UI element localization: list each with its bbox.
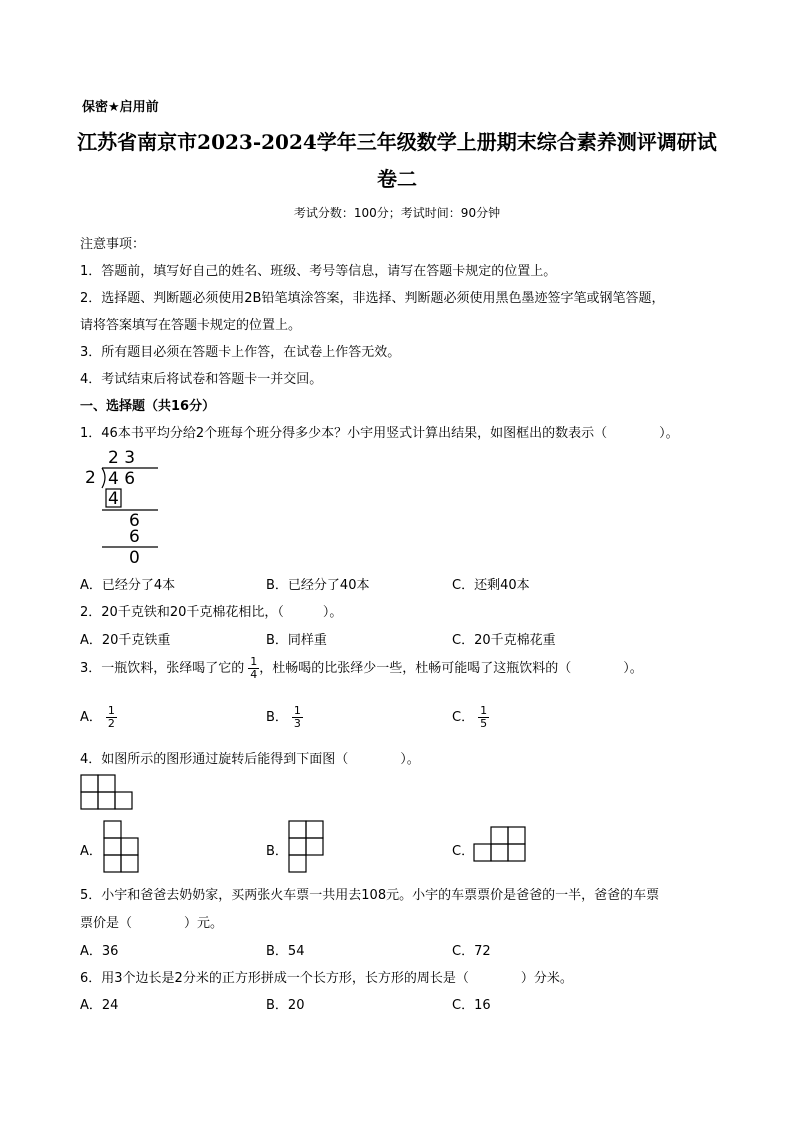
q4-option-c-shape <box>473 826 531 864</box>
notes-heading: 注意事项： <box>80 237 146 252</box>
question-6-stem: 6．用3个边长是2分米的正方形拼成一个长方形，长方形的周长是（ ）分米。 <box>80 971 573 986</box>
question-4-stem: 4．如图所示的图形通过旋转后能得到下面图（ ）。 <box>80 752 420 767</box>
q4-option-a[interactable]: A． <box>80 844 102 859</box>
page-title-continued: 卷二 <box>377 167 417 191</box>
section-title: 一、选择题（共16分） <box>80 399 216 414</box>
q2-option-a[interactable]: A．20千克铁重 <box>80 633 171 648</box>
exam-info: 考试分数：100分；考试时间：90分钟 <box>293 206 501 220</box>
q4-option-b[interactable]: B． <box>266 844 288 859</box>
q5-option-a[interactable]: A．36 <box>80 944 119 959</box>
q1-option-b[interactable]: B．已经分了40本 <box>266 578 370 593</box>
q3-option-c[interactable]: C． $\frac{1}{5}$ <box>452 704 488 730</box>
long-division-figure <box>80 444 160 566</box>
q2-option-c[interactable]: C．20千克棉花重 <box>452 633 556 648</box>
note-item: 4．考试结束后将试卷和答题卡一并交回。 <box>80 372 323 387</box>
note-item: 请将答案填写在答题卡规定的位置上。 <box>80 318 302 333</box>
q4-option-c[interactable]: C． <box>452 844 475 859</box>
q6-option-b[interactable]: B．20 <box>266 998 305 1013</box>
division-step: 6 <box>129 527 140 547</box>
division-step: 4 <box>108 489 119 509</box>
q4-option-a-shape <box>103 820 141 875</box>
division-step: 6 <box>129 511 140 531</box>
page-title: 江苏省南京市2023-2024学年三年级数学上册期末综合素养测评调研试 <box>77 130 717 154</box>
q3-stem-after: ，杜畅喝的比张绎少一些，杜畅可能喝了这瓶饮料的（ ）。 <box>259 661 643 676</box>
q2-option-b[interactable]: B．同样重 <box>266 633 327 648</box>
note-item: 3．所有题目必须在答题卡上作答，在试卷上作答无效。 <box>80 345 401 360</box>
question-2-stem: 2．20千克铁和20千克棉花相比，（ ）。 <box>80 605 343 620</box>
question-1-stem: 1．46本书平均分给2个班每个班分得多少本？小宇用竖式计算出结果，如图框出的数表示（ ）。 <box>80 426 679 441</box>
note-item: 2．选择题、判断题必须使用2B铅笔填涂答案，非选择、判断题必须使用黑色墨迹签字笔或钢笔答题， <box>80 291 665 306</box>
q5-option-c[interactable]: C．72 <box>452 944 491 959</box>
divisor: 2 <box>85 468 96 488</box>
q3-stem-before: 3．一瓶饮料，张绎喝了它的 <box>80 661 245 676</box>
remainder: 0 <box>129 548 140 566</box>
q1-option-c[interactable]: C．还剩40本 <box>452 578 530 593</box>
q4-option-b-shape <box>288 820 326 875</box>
dividend: 4 6 <box>108 469 136 489</box>
question-3-stem <box>80 656 643 681</box>
confidential-label: 保密★启用前 <box>82 100 159 115</box>
note-item: 1．答题前，填写好自己的姓名、班级、考号等信息，请写在答题卡规定的位置上。 <box>80 264 557 279</box>
question-5-stem-continued: 票价是（ ）元。 <box>80 916 224 931</box>
quotient: 2 3 <box>108 448 136 468</box>
question-5-stem: 5．小宇和爸爸去奶奶家，买两张火车票一共用去108元。小宇的车票票价是爸爸的一半，爸爸的车票 <box>80 888 660 903</box>
q1-option-a[interactable]: A．已经分了4本 <box>80 578 176 593</box>
q3-option-a[interactable]: A． $\frac{1}{2}$ <box>80 704 115 730</box>
q5-option-b[interactable]: B．54 <box>266 944 305 959</box>
q3-option-b[interactable]: B． $\frac{1}{3}$ <box>266 704 301 730</box>
q6-option-a[interactable]: A．24 <box>80 998 119 1013</box>
q3-fraction: $\frac{1}{4}$ <box>250 655 258 681</box>
q6-option-c[interactable]: C．16 <box>452 998 491 1013</box>
q4-reference-shape <box>80 774 138 810</box>
